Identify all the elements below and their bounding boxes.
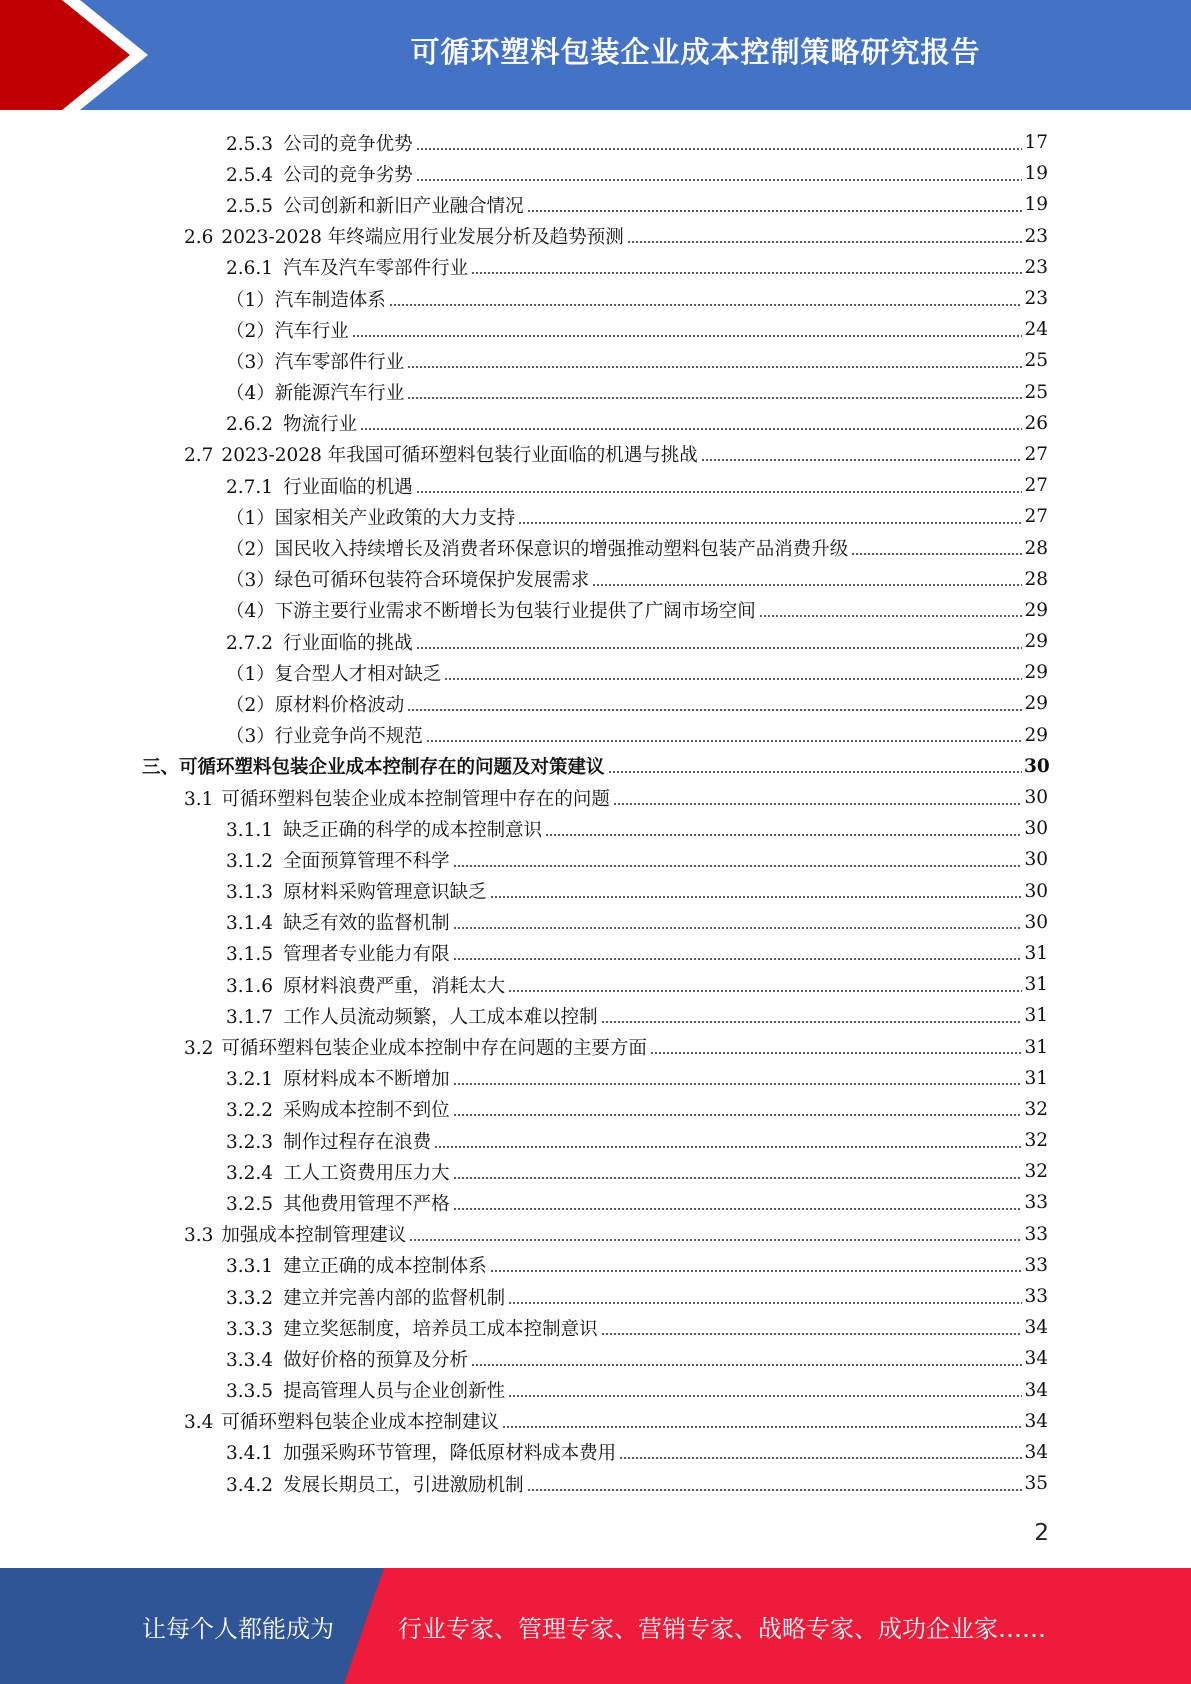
toc-entry-title: 新能源汽车行业 bbox=[274, 383, 405, 405]
toc-entry-page: 32 bbox=[1024, 1098, 1048, 1120]
toc-entry-page: 33 bbox=[1024, 1223, 1048, 1245]
toc-entry-page: 30 bbox=[1024, 818, 1048, 840]
toc-dot-leader bbox=[453, 958, 1022, 960]
toc-entry-label bbox=[226, 192, 527, 218]
toc-entry-label bbox=[184, 441, 701, 467]
toc-entry[interactable] bbox=[0, 844, 1191, 875]
toc-dot-leader bbox=[416, 179, 1022, 181]
toc-dot-leader bbox=[407, 709, 1022, 711]
toc-entry-number: （3） bbox=[226, 726, 275, 748]
toc-entry-number: 三、 bbox=[142, 757, 180, 779]
toc-entry-title: 发展长期员工，引进激励机制 bbox=[283, 1474, 524, 1496]
toc-dot-leader bbox=[508, 1302, 1022, 1304]
toc-entry-title: 工人工资费用压力大 bbox=[283, 1162, 450, 1184]
toc-entry-title: 公司的竞争优势 bbox=[283, 133, 413, 155]
toc-entry-title: 公司创新和新旧产业融合情况 bbox=[283, 195, 524, 217]
toc-dot-leader bbox=[426, 740, 1022, 742]
toc-entry-label bbox=[226, 940, 453, 966]
toc-entry-number: 2.6.2 bbox=[226, 414, 274, 436]
toc-entry-label bbox=[226, 1128, 434, 1154]
toc-dot-leader bbox=[619, 1457, 1022, 1459]
toc-entry-title: 2023-2028 年我国可循环塑料包装行业面临的机遇与挑战 bbox=[221, 445, 698, 467]
toc-entry-label bbox=[226, 909, 453, 935]
toc-entry[interactable] bbox=[0, 127, 1191, 158]
toc-entry-label bbox=[226, 286, 389, 312]
toc-entry-page: 24 bbox=[1024, 319, 1048, 341]
toc-entry[interactable] bbox=[0, 252, 1191, 283]
toc-entry-number: 3.4.1 bbox=[226, 1443, 274, 1465]
toc-entry-label bbox=[226, 878, 490, 904]
toc-entry-number: 3.3 bbox=[184, 1225, 214, 1247]
toc-entry-label bbox=[226, 1065, 453, 1091]
toc-entry-page: 25 bbox=[1024, 350, 1048, 372]
toc-dot-leader bbox=[453, 1177, 1022, 1179]
toc-entry-number: 3.2.3 bbox=[226, 1131, 274, 1153]
toc-entry-number: 3.1.5 bbox=[226, 944, 274, 966]
toc-dot-leader bbox=[407, 397, 1022, 399]
toc-entry-title: 国家相关产业政策的大力支持 bbox=[274, 507, 516, 529]
toc-entry-title: 加强采购环节管理，降低原材料成本费用 bbox=[283, 1443, 617, 1465]
toc-entry-label bbox=[226, 660, 444, 686]
toc-entry-title: 原材料采购管理意识缺乏 bbox=[283, 882, 487, 904]
toc-entry[interactable] bbox=[0, 470, 1191, 501]
toc-entry-number: 3.1.7 bbox=[226, 1006, 274, 1028]
toc-dot-leader bbox=[360, 428, 1022, 430]
toc-entry-page: 31 bbox=[1024, 1005, 1048, 1027]
toc-dot-leader bbox=[434, 1146, 1022, 1148]
toc-entry-title: 行业面临的挑战 bbox=[283, 632, 413, 654]
toc-entry[interactable] bbox=[0, 1094, 1191, 1125]
toc-dot-leader bbox=[453, 927, 1022, 929]
toc-entry-page: 25 bbox=[1024, 381, 1048, 403]
toc-entry-number: 3.4.2 bbox=[226, 1474, 274, 1496]
toc-dot-leader bbox=[389, 304, 1022, 306]
toc-dot-leader bbox=[471, 1364, 1022, 1366]
toc-entry-page: 23 bbox=[1024, 256, 1048, 278]
toc-entry-title: 汽车及汽车零部件行业 bbox=[283, 258, 469, 280]
header-band bbox=[0, 0, 1191, 110]
toc-entry-page: 27 bbox=[1024, 443, 1048, 465]
toc-entry-number: 2.7.2 bbox=[226, 632, 274, 654]
toc-entry-title: 绿色可循环包装符合环境保护发展需求 bbox=[274, 570, 590, 592]
toc-entry[interactable] bbox=[0, 1406, 1191, 1437]
toc-entry-title: 原材料浪费严重，消耗太大 bbox=[283, 975, 506, 997]
toc-entry-number: 3.2 bbox=[184, 1038, 214, 1060]
toc-entry-page: 32 bbox=[1024, 1161, 1048, 1183]
toc-entry-title: 提高管理人员与企业创新性 bbox=[283, 1381, 506, 1403]
chevron-decoration-icon bbox=[0, 0, 170, 110]
toc-entry-number: 3.1.6 bbox=[226, 975, 274, 997]
toc-entry-title: 制作过程存在浪费 bbox=[283, 1131, 432, 1153]
toc-entry-page: 19 bbox=[1024, 163, 1048, 185]
toc-dot-leader bbox=[545, 834, 1022, 836]
toc-dot-leader bbox=[592, 584, 1022, 586]
toc-entry-title: 可循环塑料包装企业成本控制中存在问题的主要方面 bbox=[221, 1038, 647, 1060]
toc-entry[interactable] bbox=[0, 408, 1191, 439]
toc-entry[interactable] bbox=[0, 158, 1191, 189]
toc-entry-number: 3.1.4 bbox=[226, 913, 274, 935]
toc-entry-page: 27 bbox=[1024, 475, 1048, 497]
toc-entry-page: 31 bbox=[1024, 1067, 1048, 1089]
toc-entry-number: 2.7 bbox=[184, 445, 214, 467]
toc-entry-page: 34 bbox=[1024, 1410, 1048, 1432]
toc-entry-page: 29 bbox=[1024, 599, 1048, 621]
toc-entry-page: 31 bbox=[1024, 974, 1048, 996]
toc-entry[interactable] bbox=[0, 782, 1191, 813]
toc-entry-number: 3.3.4 bbox=[226, 1349, 274, 1371]
toc-entry-title: 物流行业 bbox=[283, 414, 358, 436]
toc-dot-leader bbox=[416, 491, 1022, 493]
toc-entry-page: 29 bbox=[1024, 693, 1048, 715]
toc-entry-page: 30 bbox=[1024, 911, 1048, 933]
toc-entry-title: 全面预算管理不科学 bbox=[283, 850, 450, 872]
toc-entry[interactable] bbox=[0, 813, 1191, 844]
toc-entry[interactable] bbox=[0, 907, 1191, 938]
toc-entry-number: 3.4 bbox=[184, 1412, 214, 1434]
toc-entry[interactable] bbox=[0, 688, 1191, 719]
toc-entry[interactable] bbox=[0, 626, 1191, 657]
toc-entry-number: （2） bbox=[226, 539, 275, 561]
toc-dot-leader bbox=[352, 335, 1022, 337]
toc-dot-leader bbox=[851, 553, 1022, 555]
toc-entry[interactable] bbox=[0, 1000, 1191, 1031]
toc-entry-title: 做好价格的预算及分析 bbox=[283, 1349, 469, 1371]
toc-entry[interactable] bbox=[0, 501, 1191, 532]
toc-dot-leader bbox=[608, 771, 1022, 773]
toc-entry-title: 下游主要行业需求不断增长为包装行业提供了广阔市场空间 bbox=[274, 601, 756, 623]
toc-dot-leader bbox=[444, 678, 1022, 680]
toc-entry-label bbox=[184, 223, 627, 249]
toc-entry-number: 2.5.5 bbox=[226, 195, 274, 217]
toc-entry[interactable] bbox=[0, 1156, 1191, 1187]
toc-dot-leader bbox=[453, 1114, 1022, 1116]
toc-dot-leader bbox=[508, 1395, 1022, 1397]
toc-entry-page: 30 bbox=[1024, 849, 1048, 871]
toc-entry[interactable] bbox=[0, 751, 1191, 782]
toc-entry-label bbox=[226, 1252, 490, 1278]
toc-entry-label bbox=[226, 847, 453, 873]
toc-entry-label bbox=[226, 1315, 601, 1341]
toc-entry-page: 30 bbox=[1024, 880, 1048, 902]
toc-dot-leader bbox=[416, 148, 1022, 150]
toc-entry-number: 3.1.2 bbox=[226, 850, 274, 872]
toc-entry-label bbox=[184, 1034, 650, 1060]
toc-entry-page: 26 bbox=[1024, 412, 1048, 434]
table-of-contents bbox=[0, 127, 1191, 1499]
toc-entry-label bbox=[226, 535, 851, 561]
toc-entry-label bbox=[226, 1003, 601, 1029]
page-number: 2 bbox=[1034, 1520, 1049, 1546]
toc-entry-number: 2.7.1 bbox=[226, 476, 274, 498]
toc-entry-page: 17 bbox=[1024, 132, 1048, 154]
toc-entry-label bbox=[226, 473, 416, 499]
report-title: 可循环塑料包装企业成本控制策略研究报告 bbox=[410, 34, 981, 69]
toc-entry[interactable] bbox=[0, 283, 1191, 314]
toc-entry[interactable] bbox=[0, 938, 1191, 969]
toc-entry-page: 30 bbox=[1024, 755, 1050, 777]
toc-entry-page: 27 bbox=[1024, 506, 1048, 528]
toc-entry-number: 3.1.3 bbox=[226, 882, 274, 904]
toc-entry[interactable] bbox=[0, 1437, 1191, 1468]
toc-entry-page: 35 bbox=[1024, 1473, 1048, 1495]
toc-entry-title: 原材料成本不断增加 bbox=[283, 1069, 450, 1091]
toc-entry-title: 缺乏正确的科学的成本控制意识 bbox=[283, 819, 543, 841]
toc-dot-leader bbox=[508, 990, 1022, 992]
toc-entry-number: 3.2.1 bbox=[226, 1069, 274, 1091]
toc-entry-page: 34 bbox=[1024, 1348, 1048, 1370]
toc-entry-page: 34 bbox=[1024, 1379, 1048, 1401]
toc-entry-label bbox=[226, 722, 426, 748]
toc-dot-leader bbox=[453, 1083, 1022, 1085]
toc-entry[interactable] bbox=[0, 189, 1191, 220]
toc-entry-number: 3.2.5 bbox=[226, 1193, 274, 1215]
toc-entry-page: 28 bbox=[1024, 537, 1048, 559]
toc-entry-number: 3.2.4 bbox=[226, 1162, 274, 1184]
toc-entry-page: 29 bbox=[1024, 631, 1048, 653]
toc-entry[interactable] bbox=[0, 720, 1191, 751]
toc-entry-number: 2.5.4 bbox=[226, 164, 274, 186]
toc-entry-page: 34 bbox=[1024, 1317, 1048, 1339]
toc-entry[interactable] bbox=[0, 1375, 1191, 1406]
toc-entry-number: （3） bbox=[226, 351, 275, 373]
toc-dot-leader bbox=[471, 272, 1022, 274]
toc-entry-label bbox=[226, 130, 416, 156]
toc-entry-page: 30 bbox=[1024, 787, 1048, 809]
toc-entry-number: （1） bbox=[226, 663, 275, 685]
toc-entry-title: 建立正确的成本控制体系 bbox=[283, 1256, 487, 1278]
toc-entry-title: 国民收入持续增长及消费者环保意识的增强推动塑料包装产品消费升级 bbox=[274, 539, 849, 561]
toc-entry-page: 33 bbox=[1024, 1254, 1048, 1276]
footer-band bbox=[0, 1568, 1191, 1684]
toc-dot-leader bbox=[601, 1021, 1022, 1023]
footer-slogan-right: 行业专家、管理专家、营销专家、战略专家、成功企业家…… bbox=[398, 1614, 1046, 1643]
toc-entry-number: 2.6 bbox=[184, 227, 214, 249]
toc-entry-page: 33 bbox=[1024, 1286, 1048, 1308]
toc-entry-label bbox=[184, 1221, 409, 1247]
toc-dot-leader bbox=[407, 366, 1022, 368]
toc-entry-page: 28 bbox=[1024, 568, 1048, 590]
toc-entry[interactable] bbox=[0, 345, 1191, 376]
toc-entry-title: 可循环塑料包装企业成本控制建议 bbox=[221, 1412, 499, 1434]
toc-entry[interactable] bbox=[0, 1312, 1191, 1343]
toc-entry-label bbox=[226, 1159, 453, 1185]
toc-entry-label bbox=[226, 816, 545, 842]
toc-entry-title: 汽车零部件行业 bbox=[274, 351, 405, 373]
toc-entry[interactable] bbox=[0, 1343, 1191, 1374]
toc-entry-title: 行业面临的机遇 bbox=[283, 476, 413, 498]
toc-dot-leader bbox=[701, 459, 1022, 461]
toc-entry-label bbox=[226, 691, 407, 717]
toc-entry[interactable] bbox=[0, 657, 1191, 688]
toc-entry-title: 行业竞争尚不规范 bbox=[274, 726, 423, 748]
toc-entry-number: （1） bbox=[226, 507, 275, 529]
toc-entry[interactable] bbox=[0, 1031, 1191, 1062]
toc-entry-number: （4） bbox=[226, 383, 275, 405]
toc-entry-title: 其他费用管理不严格 bbox=[283, 1193, 450, 1215]
toc-entry[interactable] bbox=[0, 1125, 1191, 1156]
toc-entry[interactable] bbox=[0, 1281, 1191, 1312]
toc-entry-page: 29 bbox=[1024, 662, 1048, 684]
toc-dot-leader bbox=[453, 865, 1022, 867]
toc-entry-title: 采购成本控制不到位 bbox=[283, 1100, 450, 1122]
toc-dot-leader bbox=[627, 241, 1022, 243]
toc-entry-label bbox=[226, 1346, 471, 1372]
toc-entry-label bbox=[226, 1439, 619, 1465]
toc-entry-label bbox=[226, 629, 416, 655]
toc-entry[interactable] bbox=[0, 439, 1191, 470]
toc-entry-number: （3） bbox=[226, 570, 275, 592]
toc-entry-label bbox=[142, 753, 608, 779]
toc-entry-title: 复合型人才相对缺乏 bbox=[274, 663, 442, 685]
toc-entry-title: 管理者专业能力有限 bbox=[283, 944, 450, 966]
toc-entry-title: 可循环塑料包装企业成本控制存在的问题及对策建议 bbox=[179, 757, 605, 779]
toc-entry-title: 工作人员流动频繁，人工成本难以控制 bbox=[283, 1006, 598, 1028]
toc-dot-leader bbox=[518, 522, 1022, 524]
toc-entry-title: 2023-2028 年终端应用行业发展分析及趋势预测 bbox=[221, 227, 624, 249]
toc-entry-title: 加强成本控制管理建议 bbox=[221, 1225, 407, 1247]
toc-entry-number: 3.1 bbox=[184, 788, 214, 810]
toc-entry-page: 31 bbox=[1024, 942, 1048, 964]
toc-entry-title: 原材料价格波动 bbox=[274, 694, 405, 716]
toc-entry[interactable] bbox=[0, 532, 1191, 563]
toc-entry-title: 可循环塑料包装企业成本控制管理中存在的问题 bbox=[221, 788, 610, 810]
toc-entry-label bbox=[184, 1408, 502, 1434]
toc-entry-label bbox=[226, 1190, 453, 1216]
toc-entry-title: 建立奖惩制度，培养员工成本控制意识 bbox=[283, 1318, 598, 1340]
toc-entry-label bbox=[226, 1284, 508, 1310]
toc-entry-label bbox=[226, 566, 592, 592]
toc-entry-page: 23 bbox=[1024, 288, 1048, 310]
toc-entry[interactable] bbox=[0, 1468, 1191, 1499]
toc-dot-leader bbox=[527, 210, 1022, 212]
toc-entry[interactable] bbox=[0, 1219, 1191, 1250]
toc-entry[interactable] bbox=[0, 221, 1191, 252]
toc-entry-title: 汽车制造体系 bbox=[274, 289, 386, 311]
toc-dot-leader bbox=[527, 1489, 1022, 1491]
toc-entry-page: 23 bbox=[1024, 225, 1048, 247]
toc-entry-page: 32 bbox=[1024, 1130, 1048, 1152]
toc-entry-number: 3.3.2 bbox=[226, 1287, 274, 1309]
toc-dot-leader bbox=[409, 1239, 1022, 1241]
toc-entry[interactable] bbox=[0, 1250, 1191, 1281]
toc-entry-number: 2.6.1 bbox=[226, 258, 274, 280]
toc-entry[interactable] bbox=[0, 1187, 1191, 1218]
toc-entry-label bbox=[226, 504, 518, 530]
toc-entry-label bbox=[226, 317, 352, 343]
toc-entry-page: 31 bbox=[1024, 1036, 1048, 1058]
toc-entry-number: （2） bbox=[226, 694, 275, 716]
toc-entry-label bbox=[226, 1377, 508, 1403]
toc-dot-leader bbox=[502, 1426, 1022, 1428]
toc-entry-number: 3.1.1 bbox=[226, 819, 274, 841]
toc-entry-number: 3.3.1 bbox=[226, 1256, 274, 1278]
toc-entry-label bbox=[226, 972, 508, 998]
toc-entry-page: 29 bbox=[1024, 724, 1048, 746]
toc-entry-number: （2） bbox=[226, 320, 275, 342]
toc-dot-leader bbox=[490, 896, 1022, 898]
toc-dot-leader bbox=[650, 1052, 1022, 1054]
toc-entry-page: 33 bbox=[1024, 1192, 1048, 1214]
toc-entry[interactable] bbox=[0, 595, 1191, 626]
toc-entry-title: 公司的竞争劣势 bbox=[283, 164, 413, 186]
toc-entry[interactable] bbox=[0, 969, 1191, 1000]
toc-entry-label bbox=[226, 379, 407, 405]
toc-dot-leader bbox=[490, 1270, 1022, 1272]
toc-entry[interactable] bbox=[0, 377, 1191, 408]
toc-entry[interactable] bbox=[0, 1063, 1191, 1094]
toc-dot-leader bbox=[416, 647, 1022, 649]
toc-entry[interactable] bbox=[0, 314, 1191, 345]
toc-entry[interactable] bbox=[0, 876, 1191, 907]
toc-entry-title: 汽车行业 bbox=[274, 320, 349, 342]
toc-entry-label bbox=[226, 410, 360, 436]
toc-entry-title: 建立并完善内部的监督机制 bbox=[283, 1287, 506, 1309]
toc-entry-label bbox=[226, 597, 759, 623]
toc-entry-number: 3.2.2 bbox=[226, 1100, 274, 1122]
toc-entry-label bbox=[226, 1471, 527, 1497]
toc-entry-number: 3.3.3 bbox=[226, 1318, 274, 1340]
toc-entry-label bbox=[226, 1096, 453, 1122]
toc-entry-label bbox=[226, 254, 471, 280]
toc-entry-number: 2.5.3 bbox=[226, 133, 274, 155]
toc-entry-page: 34 bbox=[1024, 1441, 1048, 1463]
toc-entry-number: 3.3.5 bbox=[226, 1381, 274, 1403]
toc-entry-page: 19 bbox=[1024, 194, 1048, 216]
toc-dot-leader bbox=[613, 803, 1022, 805]
toc-entry-label bbox=[226, 161, 416, 187]
toc-dot-leader bbox=[453, 1208, 1022, 1210]
toc-dot-leader bbox=[601, 1333, 1022, 1335]
toc-dot-leader bbox=[759, 615, 1022, 617]
toc-entry[interactable] bbox=[0, 564, 1191, 595]
footer-slogan-left: 让每个人都能成为 bbox=[142, 1614, 334, 1643]
toc-entry-label bbox=[226, 348, 407, 374]
toc-entry-label bbox=[184, 785, 613, 811]
toc-entry-number: （1） bbox=[226, 289, 275, 311]
toc-entry-number: （4） bbox=[226, 601, 275, 623]
toc-entry-title: 缺乏有效的监督机制 bbox=[283, 913, 450, 935]
